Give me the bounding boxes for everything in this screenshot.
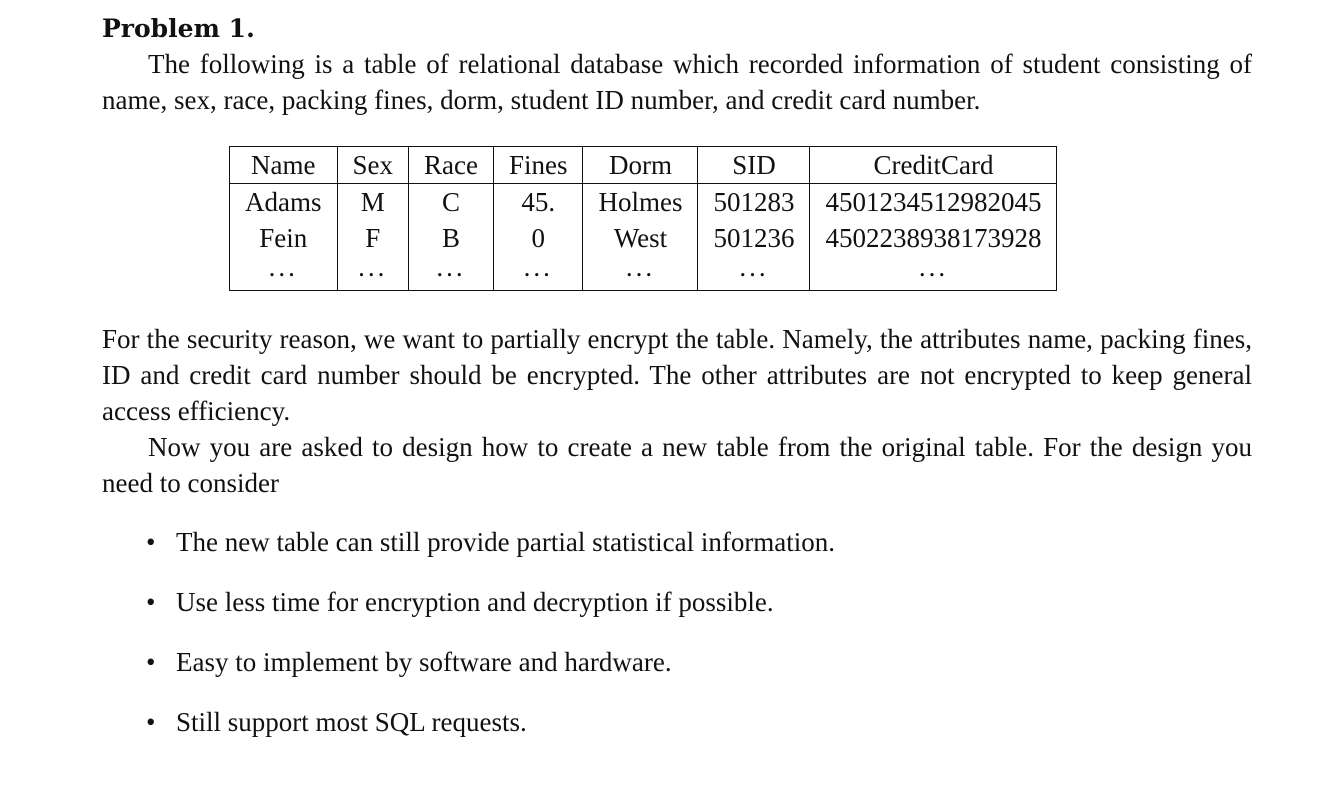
bullet-icon: • — [146, 587, 156, 617]
student-table-container — [229, 146, 1252, 291]
table-cell: West — [583, 220, 698, 256]
bullet-icon: • — [146, 527, 156, 557]
table-cell: B — [409, 220, 494, 256]
table-cell: 45. — [493, 184, 583, 221]
header-race: Race — [409, 147, 494, 184]
list-item-text: Easy to implement by software and hardware. — [176, 647, 672, 677]
problem-title: Problem 1. — [102, 14, 255, 43]
table-row-ellipsis — [230, 256, 1057, 291]
header-sex: Sex — [337, 147, 409, 184]
ellipsis-cell: ... — [810, 256, 1057, 291]
table-cell: F — [337, 220, 409, 256]
list-item — [146, 644, 1252, 680]
student-table — [229, 146, 1057, 291]
requirements-list — [146, 524, 1252, 740]
ellipsis-cell: ... — [583, 256, 698, 291]
table-row — [230, 220, 1057, 256]
ellipsis-cell: ... — [409, 256, 494, 291]
table-cell: Fein — [230, 220, 338, 256]
header-fines: Fines — [493, 147, 583, 184]
security-paragraph: For the security reason, we want to partially encrypt the table. Namely, the attributes name, packing fines, ID and credit card number should be encrypted. The other attributes are not encrypted to keep general access efficiency. — [102, 324, 1252, 426]
table-cell: 4502238938173928 — [810, 220, 1057, 256]
design-paragraph: Now you are asked to design how to create a new table from the original table. For the design you need to consider — [102, 432, 1252, 498]
header-dorm: Dorm — [583, 147, 698, 184]
list-item-text: The new table can still provide partial statistical information. — [176, 527, 836, 557]
table-cell: 501283 — [698, 184, 810, 221]
table-cell: Adams — [230, 184, 338, 221]
intro-paragraph: The following is a table of relational database which recorded information of student consisting of name, sex, race, packing fines, dorm, student ID number, and credit card number. — [102, 49, 1252, 115]
document-page — [102, 12, 1252, 764]
table-row — [230, 184, 1057, 221]
bullet-icon: • — [146, 647, 156, 677]
table-cell: C — [409, 184, 494, 221]
header-sid: SID — [698, 147, 810, 184]
table-header-row — [230, 147, 1057, 184]
table-cell: 501236 — [698, 220, 810, 256]
table-cell: M — [337, 184, 409, 221]
table-cell: Holmes — [583, 184, 698, 221]
list-item — [146, 584, 1252, 620]
header-creditcard: CreditCard — [810, 147, 1057, 184]
list-item-text: Still support most SQL requests. — [176, 707, 527, 737]
list-item-text: Use less time for encryption and decryption if possible. — [176, 587, 774, 617]
bullet-icon: • — [146, 707, 156, 737]
list-item — [146, 524, 1252, 560]
ellipsis-cell: ... — [493, 256, 583, 291]
list-item — [146, 704, 1252, 740]
table-cell: 4501234512982045 — [810, 184, 1057, 221]
ellipsis-cell: ... — [698, 256, 810, 291]
table-cell: 0 — [493, 220, 583, 256]
ellipsis-cell: ... — [230, 256, 338, 291]
header-name: Name — [230, 147, 338, 184]
ellipsis-cell: ... — [337, 256, 409, 291]
